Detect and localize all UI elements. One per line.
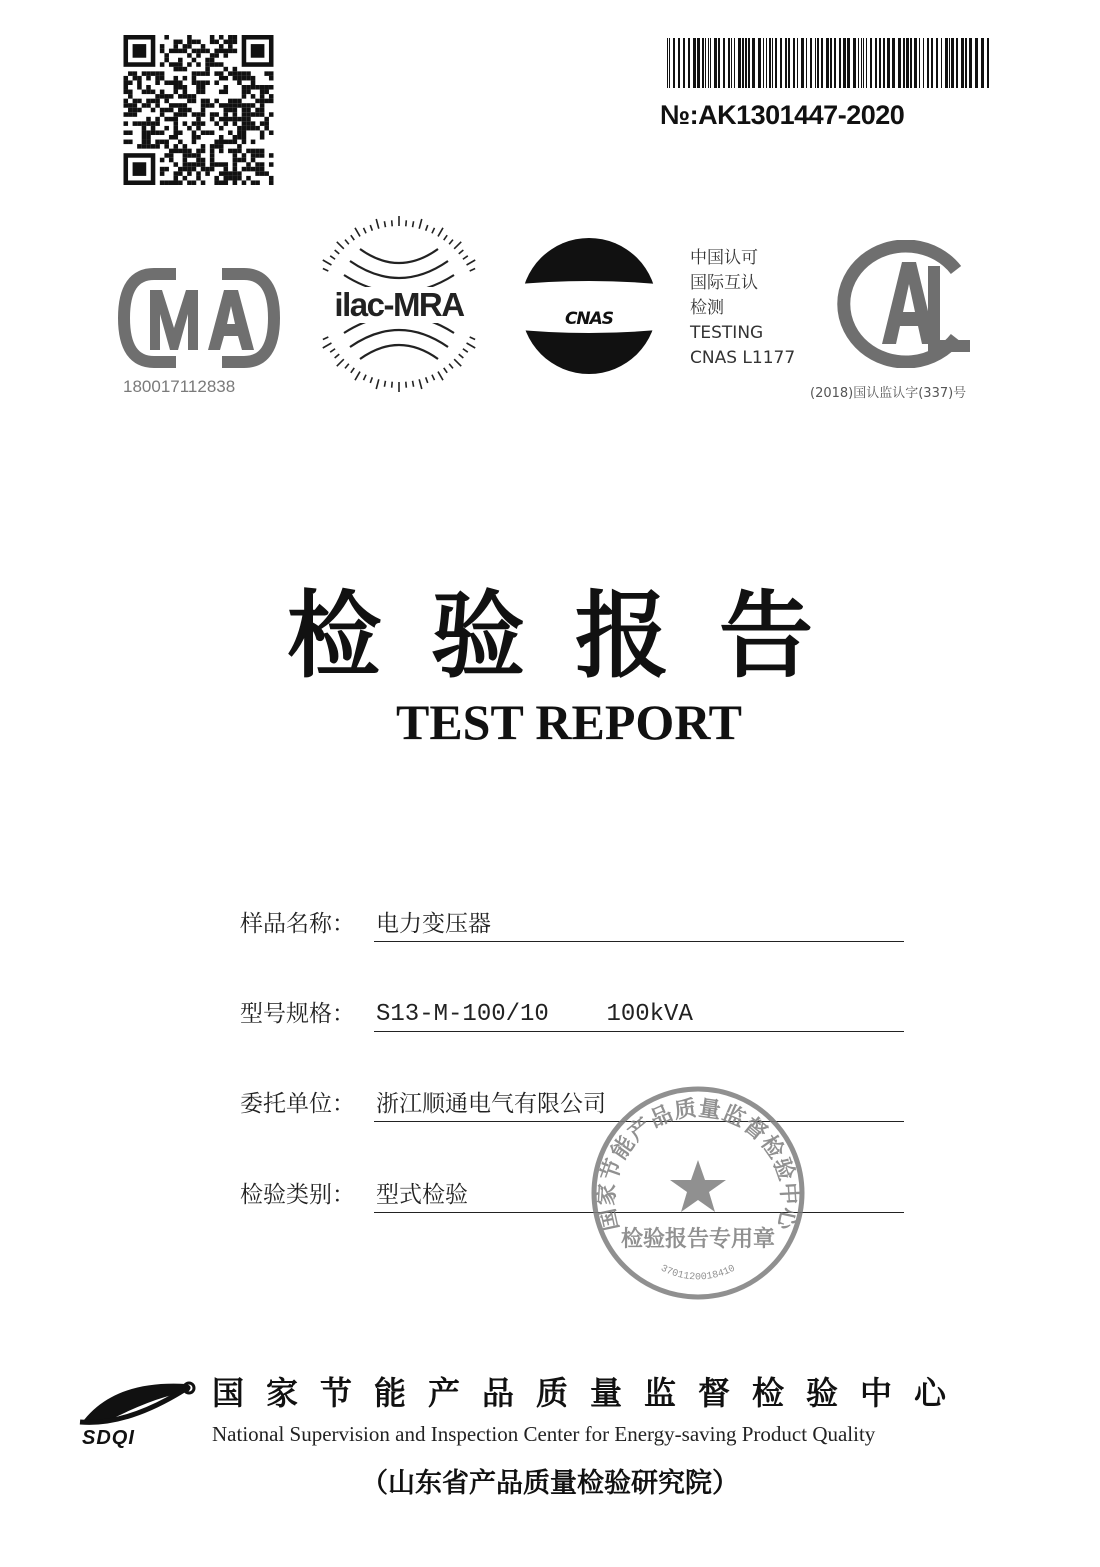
center-name-chinese: 国家节能产品质量监督检验中心 <box>212 1374 969 1412</box>
field-value: 浙江顺通电气有限公司 <box>376 1091 606 1117</box>
institute-name: （山东省产品质量检验研究院） <box>361 1468 739 1499</box>
field-label: 型号规格： <box>240 1001 355 1027</box>
barcode <box>665 38 995 88</box>
sample-name-field <box>240 908 904 942</box>
cnas-text: CNAS <box>564 309 614 329</box>
svg-text:3701120018410 <box>659 1264 738 1284</box>
cnas-caption-line: 检测 <box>690 298 724 318</box>
cnas-caption-line: TESTING <box>690 323 764 343</box>
field-label: 样品名称： <box>240 911 355 937</box>
field-label: 委托单位： <box>240 1091 355 1117</box>
center-name-english: National Supervision and Inspection Center for Energy-saving Product Quality <box>212 1422 876 1446</box>
cnas-caption-line: 国际互认 <box>690 273 758 293</box>
field-value: 型式检验 <box>376 1182 468 1208</box>
sdqi-text: SDQI <box>82 1427 135 1449</box>
seal-arc-text: 国家节能产品质量监督检验中心 <box>594 1096 802 1233</box>
official-seal <box>587 1082 809 1304</box>
ilac-mra-logo <box>312 215 486 393</box>
cnas-caption-line: 中国认可 <box>690 248 758 268</box>
model-spec-field <box>240 998 904 1032</box>
cal-number: (2018)国认监认字(337)号 <box>810 386 967 401</box>
sdqi-logo <box>76 1370 198 1450</box>
cnas-caption <box>690 246 795 371</box>
title-english: TEST REPORT <box>395 694 743 750</box>
cma-logo <box>116 268 282 368</box>
seal-inner-text: 检验报告专用章 <box>620 1227 776 1252</box>
field-underline <box>374 1031 904 1032</box>
field-underline <box>374 941 904 942</box>
qr-code <box>117 35 280 185</box>
title-chinese: 检验报告 <box>286 582 863 691</box>
report-number: №:AK1301447-2020 <box>660 100 905 130</box>
cnas-logo <box>498 236 680 376</box>
field-value: S13-M-100/10 100kVA <box>376 1001 693 1028</box>
field-value: 电力变压器 <box>376 911 491 937</box>
cal-logo <box>836 240 978 368</box>
ilac-mra-text: ilac-MRA <box>334 286 464 323</box>
seal-number-text: 3701120018410 <box>658 1263 738 1284</box>
field-label: 检验类别： <box>240 1182 355 1208</box>
cnas-caption-line: CNAS L1177 <box>690 348 796 368</box>
cma-number: 180017112838 <box>123 377 236 396</box>
